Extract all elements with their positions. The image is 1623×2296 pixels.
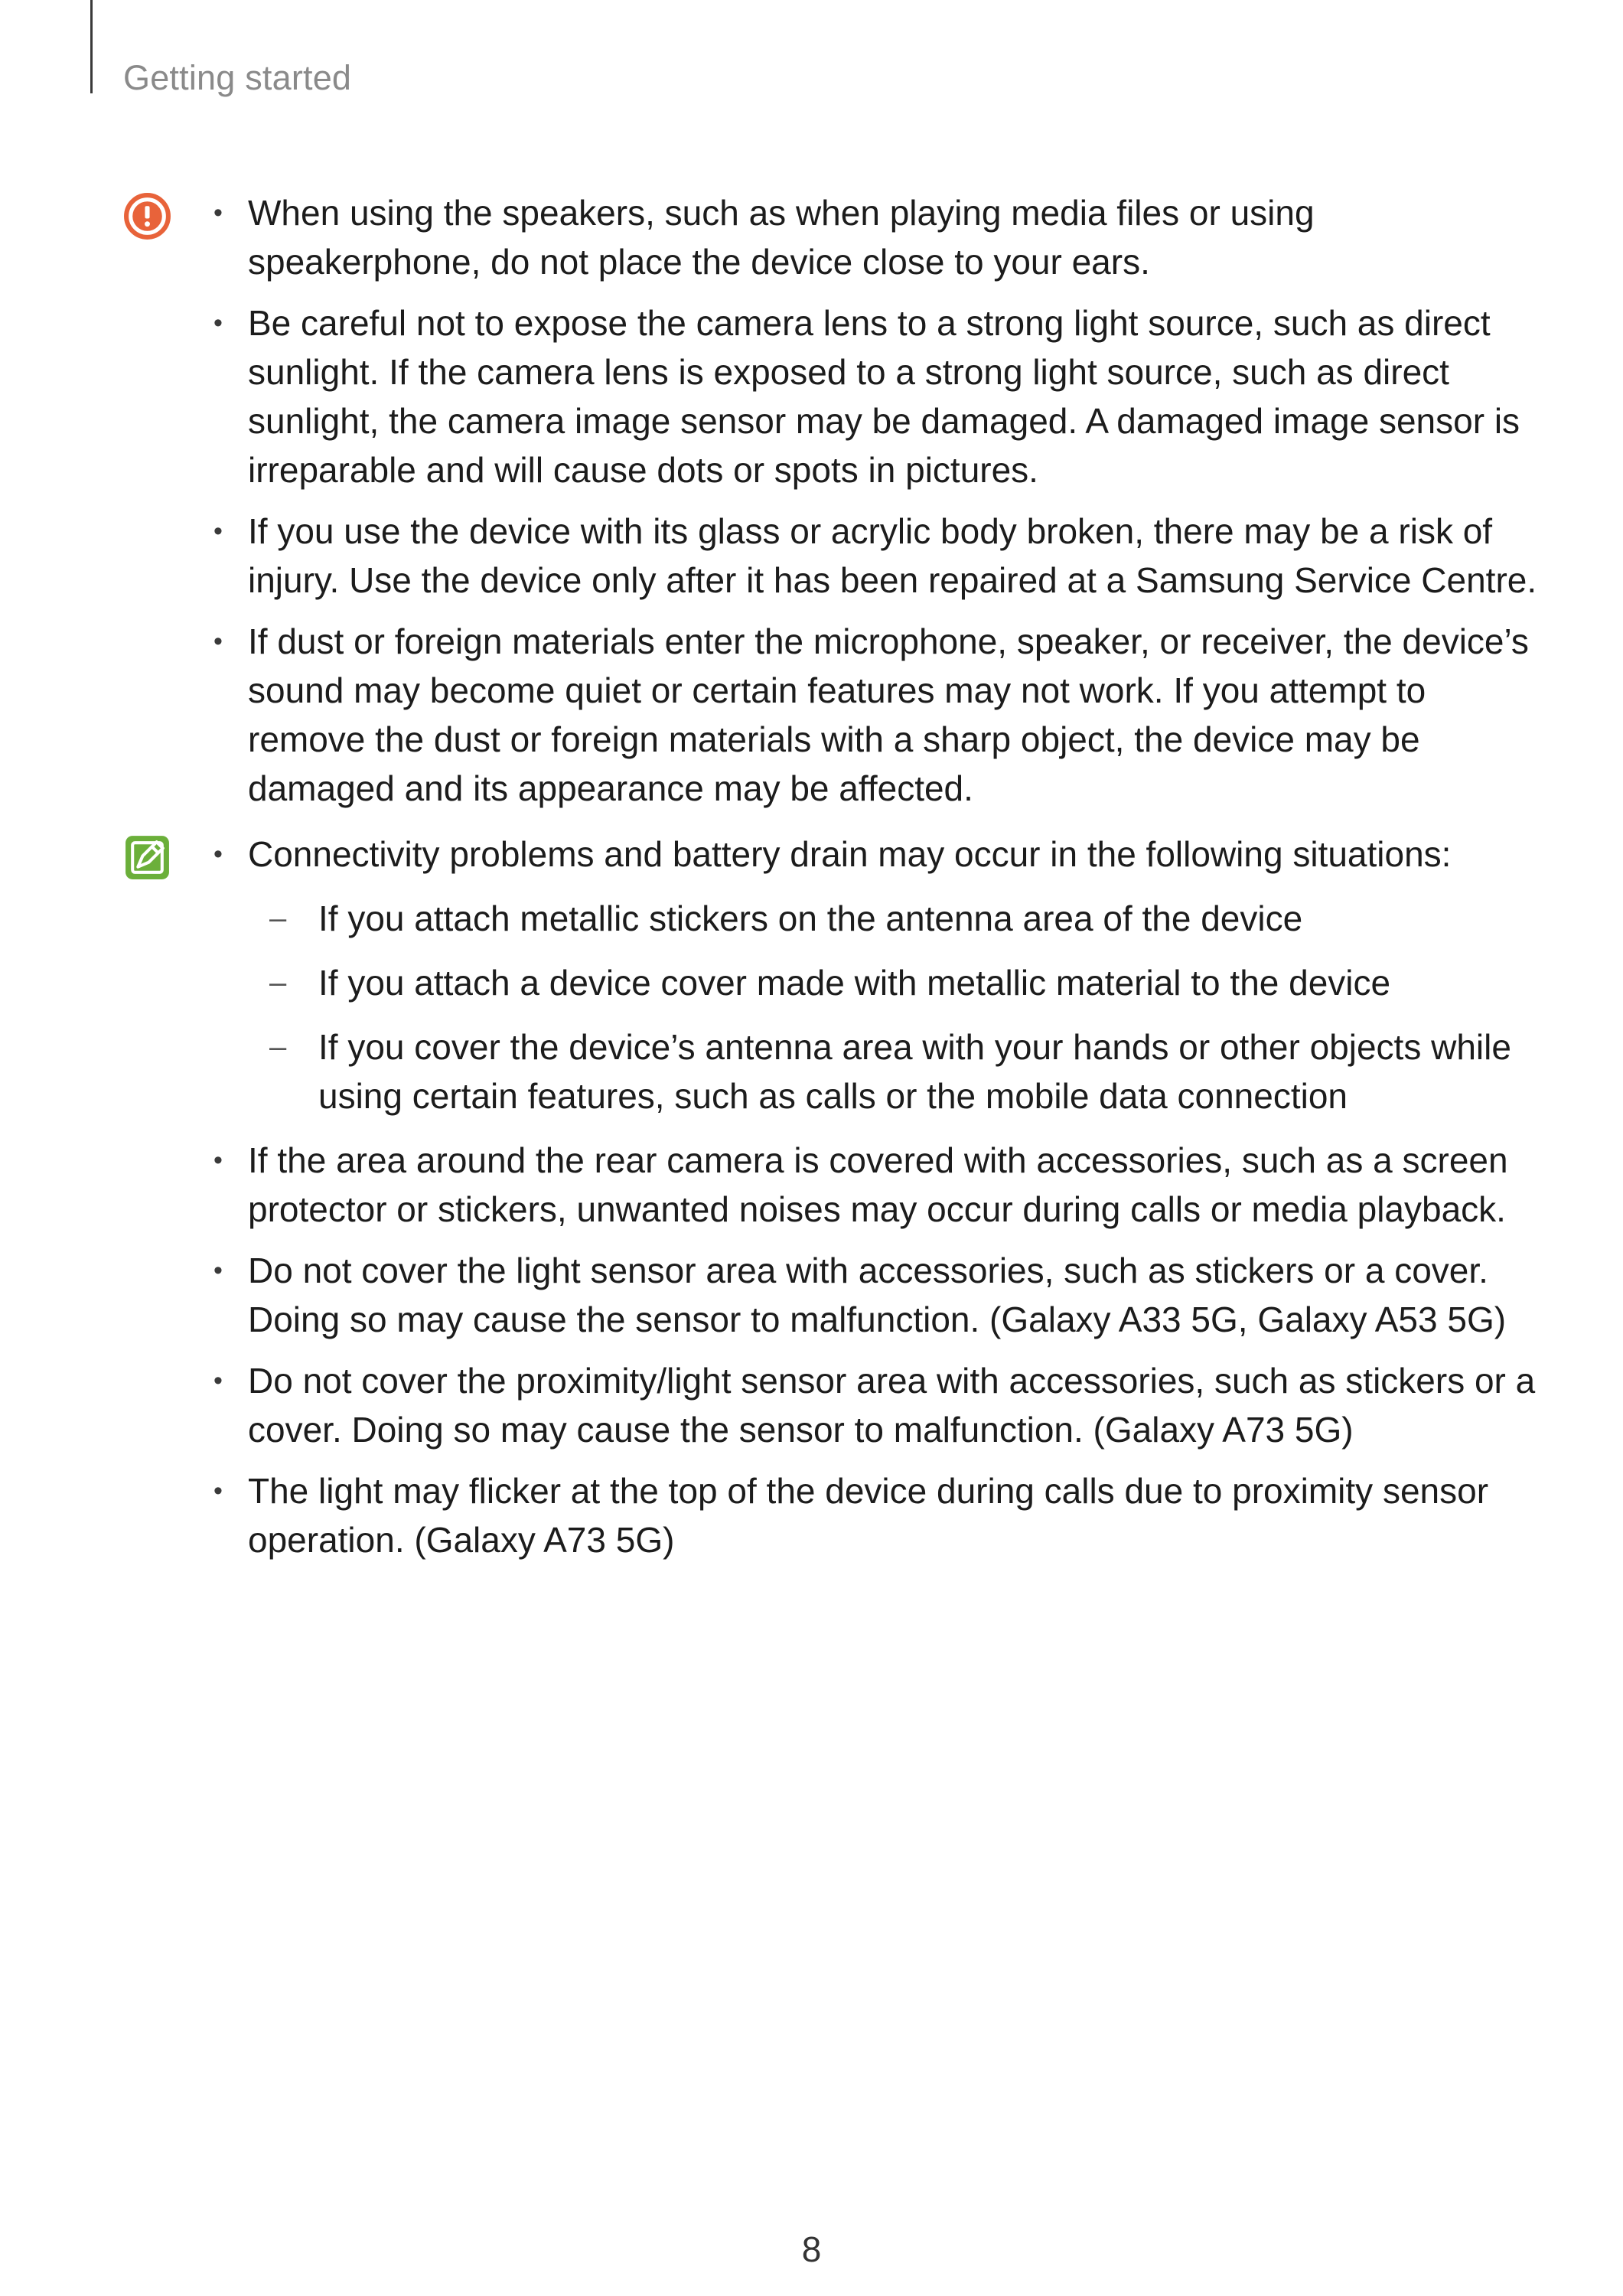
- list-item-text: The light may flicker at the top of the device during calls due to proximity sensor operation. (Galaxy A73 5G): [248, 1471, 1489, 1560]
- dash: –: [269, 966, 287, 1000]
- list-item: [207, 298, 1538, 494]
- sub-list-item-text: If you attach a device cover made with metallic material to the device: [318, 963, 1391, 1003]
- list-item: [207, 1136, 1538, 1234]
- bullet: •: [213, 517, 223, 546]
- dash: –: [269, 902, 287, 935]
- bullet: •: [213, 198, 223, 227]
- list-item: [207, 1246, 1538, 1344]
- list-item-text: When using the speakers, such as when playing media files or using speakerphone, do not place the device close to your ears.: [248, 193, 1315, 282]
- list-item-text: If dust or foreign materials enter the microphone, speaker, or receiver, the device’s sound may become quiet or certain features may not work. If you attempt to remove the dust or foreign materials with a sharp object, the device may be damaged and its appearance may be affected.: [248, 621, 1529, 808]
- list-item-text: Be careful not to expose the camera lens to a strong light source, such as direct sunlight. If the camera lens is exposed to a strong light source, such as direct sunlight, the camera image sensor may be damaged. A damaged image sensor is irreparable and will cause dots or spots in pictures.: [248, 303, 1520, 490]
- bullet: •: [213, 627, 223, 656]
- sub-list: [248, 894, 1538, 1120]
- list-item-text: Do not cover the light sensor area with accessories, such as stickers or a cover. Doing so may cause the sensor to malfunction. (Galaxy A33 5G, Galaxy A53 5G): [248, 1251, 1507, 1339]
- dash: –: [269, 1030, 287, 1064]
- bullet: •: [213, 1146, 223, 1175]
- sub-list-item: [248, 894, 1538, 943]
- section-title: Getting started: [123, 58, 352, 97]
- note-list: [207, 830, 1538, 1577]
- list-item: [207, 830, 1538, 1120]
- list-item-text: If you use the device with its glass or acrylic body broken, there may be a risk of injury. Use the device only after it has been repaired at a Samsung Service Centre.: [248, 511, 1537, 600]
- list-item: [207, 1466, 1538, 1564]
- list-item: [207, 1356, 1538, 1454]
- sub-list-item: [248, 1022, 1538, 1120]
- sub-list-item-text: If you attach metallic stickers on the antenna area of the device: [318, 899, 1303, 938]
- bullet: •: [213, 1366, 223, 1395]
- list-item: [207, 507, 1538, 605]
- caution-icon: [122, 191, 172, 241]
- bullet: •: [213, 308, 223, 338]
- note-icon: [122, 833, 172, 882]
- bullet: •: [213, 1476, 223, 1505]
- bullet: •: [213, 840, 223, 869]
- list-item-text: Connectivity problems and battery drain may occur in the following situations:: [248, 834, 1452, 874]
- bullet: •: [213, 1256, 223, 1285]
- sub-list-item-text: If you cover the device’s antenna area with your hands or other objects while using certain features, such as calls or the mobile data connection: [318, 1027, 1511, 1116]
- caution-list: [207, 188, 1538, 825]
- list-item: [207, 188, 1538, 286]
- sub-list-item: [248, 958, 1538, 1007]
- list-item-text: If the area around the rear camera is covered with accessories, such as a screen protector or stickers, unwanted noises may occur during calls or media playback.: [248, 1140, 1508, 1229]
- list-item: [207, 617, 1538, 813]
- list-item-text: Do not cover the proximity/light sensor area with accessories, such as stickers or a cover. Doing so may cause the sensor to malfunction. (Galaxy A73 5G): [248, 1361, 1536, 1450]
- header-rule: [90, 0, 93, 93]
- page-number: 8: [801, 2229, 822, 2269]
